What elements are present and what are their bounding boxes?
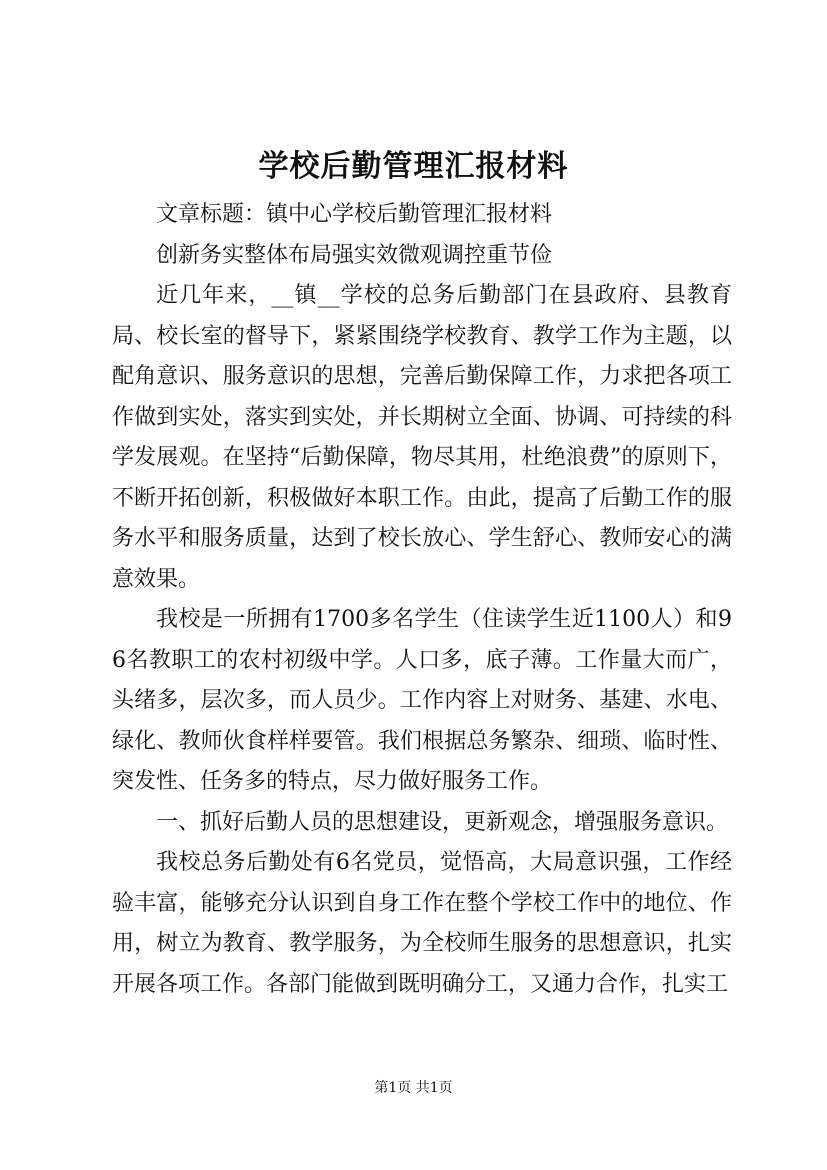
page-number-footer: 第1页 共1页 — [374, 1080, 453, 1096]
subtitle-line: 创新务实整体布局强实效微观调控重节俭 — [156, 242, 553, 268]
paragraph-intro: 近几年来，__镇__学校的总务后勤部门在县政府、县教育局、校长室的督导下，紧紧围绕学校教育、教学工作为主题，以配角意识、服务意识的思想，完善后勤保障工作，力求把各项工作做到实处，落实到实处，并长期树立全面、协调、可持续的科学发展观。在坚持“后勤保障，物尽其用，杜绝浪费”的原则下，不断开拓创新，积极做好本职工作。由此，提高了后勤工作的服务水平和服务质量，达到了校长放心、学生舒心、教师安心的满意效果。 — [112, 283, 732, 592]
document-title: 学校后勤管理汇报材料 — [258, 149, 569, 184]
document-body — [112, 195, 732, 1005]
paragraph-staff: 我校总务后勤处有6名党员，觉悟高，大局意识强，工作经验丰富，能够充分认识到自身工作在整个学校工作中的地位、作用，树立为教育、教学服务，为全校师生服务的思想意识，扎实开展各项工作。各部门能做到既明确分工，又通力合作，扎实工 — [112, 850, 732, 997]
article-title-line: 文章标题：镇中心学校后勤管理汇报材料 — [156, 202, 553, 227]
paragraph-school-overview: 我校是一所拥有1700多名学生（住读学生近1100人）和96名教职工的农村初级中学。人口多，底子薄。工作量大而广，头绪多，层次多，而人员少。工作内容上对财务、基建、水电、绿化、教师伙食样样要管。我们根据总务繁杂、细琐、临时性、突发性、任务多的特点，尽力做好服务工作。 — [112, 607, 732, 794]
section-heading-one: 一、抓好后勤人员的思想建设，更新观念，增强服务意识。 — [156, 809, 729, 835]
